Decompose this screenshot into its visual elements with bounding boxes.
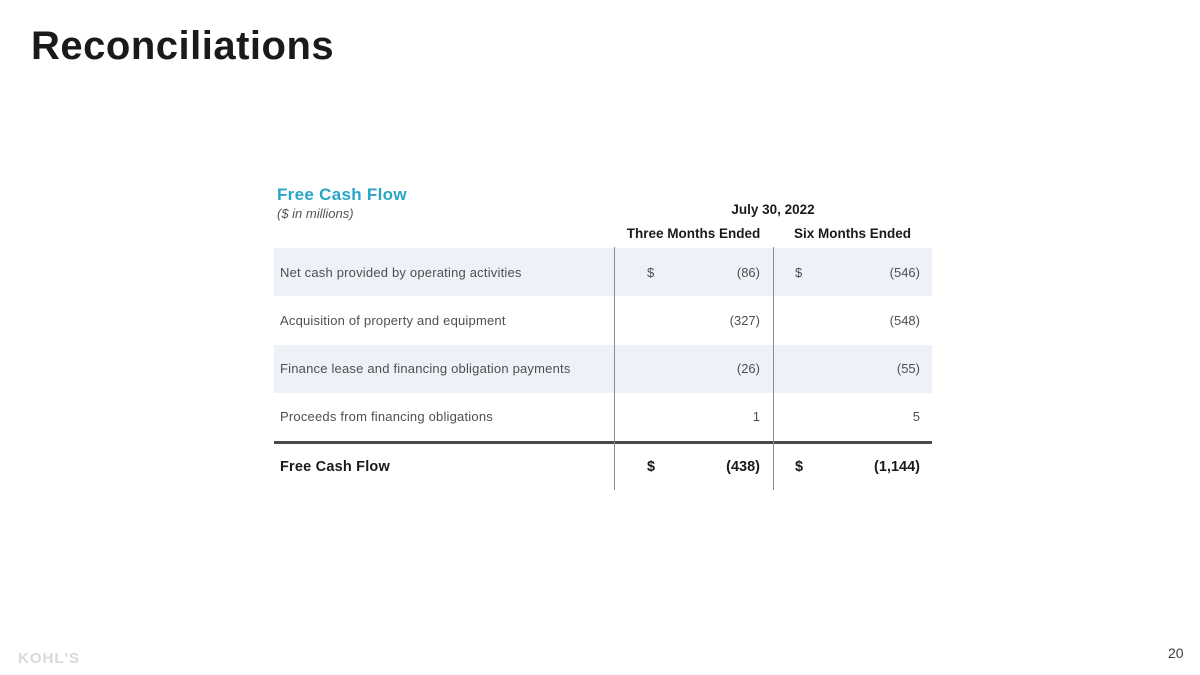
table-heading: Free Cash Flow [277,185,407,204]
value: (86) [736,264,760,280]
currency-symbol: $ [795,458,804,475]
table-row [274,248,932,296]
three-months-cell [614,361,773,376]
total-row [274,444,932,490]
table-row [274,296,932,344]
six-months-cell [773,409,932,424]
six-months-cell [773,265,932,280]
currency-symbol: $ [647,264,655,280]
kohls-logo: KOHL'S [18,650,81,667]
value: (546) [889,264,920,280]
six-months-total-cell [773,459,932,475]
date-header: July 30, 2022 [731,202,815,217]
column-header-six-months: Six Months Ended [793,226,911,241]
currency-symbol: $ [647,458,656,475]
value: (55) [896,361,920,377]
value: (26) [736,361,760,377]
row-label: Acquisition of property and equipment [280,312,506,328]
value: (1,144) [874,458,920,475]
three-months-cell [614,409,773,424]
three-months-cell [614,313,773,328]
free-cash-flow-table [274,248,932,441]
value: 5 [912,409,920,425]
page-title: Reconciliations [31,24,335,68]
value: (548) [889,312,920,328]
page-number: 20 [1168,645,1184,661]
six-months-cell [773,361,932,376]
column-header-three-months: Three Months Ended [626,226,761,241]
column-divider [773,247,774,490]
table-row [274,345,932,393]
six-months-cell [773,313,932,328]
currency-symbol: $ [795,264,803,280]
value: 1 [752,409,760,425]
table-row [274,393,932,441]
units-note: ($ in millions) [277,206,354,221]
column-divider [614,247,615,490]
row-label: Finance lease and financing obligation payments [280,361,571,377]
total-label: Free Cash Flow [280,458,390,475]
three-months-cell [614,265,773,280]
row-label: Net cash provided by operating activities [280,264,522,280]
three-months-total-cell [614,459,773,475]
value: (438) [726,458,760,475]
value: (327) [729,312,760,328]
row-label: Proceeds from financing obligations [280,409,493,425]
